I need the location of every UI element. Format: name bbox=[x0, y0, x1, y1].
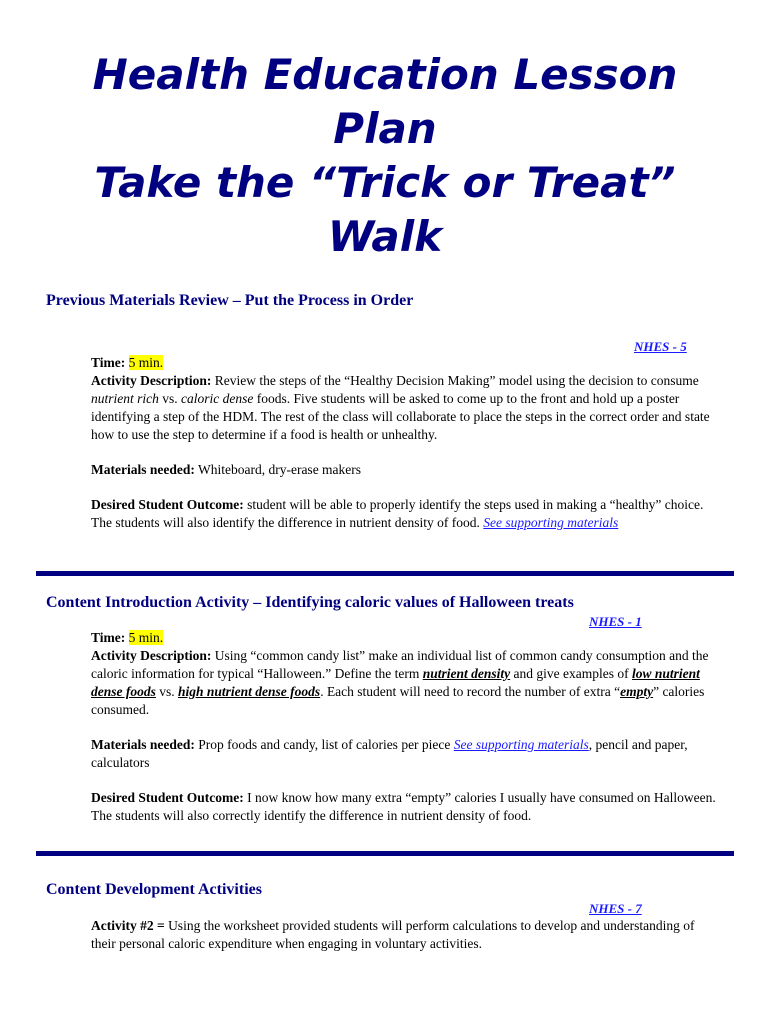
section-2-heading: Content Introduction Activity – Identifying caloric values of Halloween treats bbox=[46, 594, 574, 611]
page-title bbox=[0, 48, 770, 264]
section-2-materials: Materials needed: Prop foods and candy, list of calories per piece See supporting materials, pencil and paper, calculators bbox=[91, 737, 688, 770]
section-2-activity: Activity Description: Using “common candy list” make an individual list of common candy consumption and the caloric information for typical “Halloween.” Define the term nutrient density and give examples of low nutrient dense foods vs. high nutrient dense foods. Each student will need to record the number of extra “empty” calories consumed. bbox=[91, 648, 709, 717]
section-2-outcome: Desired Student Outcome: I now know how many extra “empty” calories I usually have consumed on Halloween. The students will also correctly identify the difference in nutrient density of food. bbox=[91, 790, 716, 823]
section-divider bbox=[36, 851, 734, 856]
term-nutrient-density: nutrient density bbox=[422, 666, 511, 681]
title-line-1: Health Education Lesson bbox=[92, 50, 678, 99]
term-empty: empty bbox=[620, 684, 654, 699]
section-divider bbox=[36, 571, 734, 576]
term-high-nutrient: high nutrient dense foods bbox=[178, 684, 321, 699]
section-2-time: Time: 5 min. bbox=[91, 630, 164, 645]
section-1-body bbox=[91, 354, 721, 532]
section-3-nhes-link[interactable]: NHES - 7 bbox=[589, 901, 642, 916]
title-line-4: Walk bbox=[327, 212, 443, 261]
title-line-3: Take the “Trick or Treat” bbox=[94, 158, 676, 207]
term-low-nutrient: low nutrient dense foods bbox=[91, 666, 700, 699]
section-1-nhes-link[interactable]: NHES - 5 bbox=[634, 339, 687, 354]
time-highlight: 5 min. bbox=[128, 355, 164, 370]
section-3-activity: Activity #2 = Using the worksheet provided students will perform calculations to develop and understanding of their personal caloric expenditure when engaging in voluntary activities. bbox=[91, 918, 695, 951]
section-1-activity: Activity Description: Review the steps of the “Healthy Decision Making” model using the decision to consume nutrient rich vs. caloric dense foods. Five students will be asked to come up to the front and hold up a poster identifying a step of the HDM. The rest of the class will collaborate to place the steps in the correct order and state how to use the step to determine if a food is health or unhealthy. bbox=[91, 373, 710, 442]
time-highlight: 5 min. bbox=[128, 630, 164, 645]
supporting-materials-link[interactable]: See supporting materials bbox=[453, 737, 589, 752]
supporting-materials-link[interactable]: See supporting materials bbox=[483, 515, 619, 530]
section-2-nhes-link[interactable]: NHES - 1 bbox=[589, 614, 642, 629]
section-3-heading: Content Development Activities bbox=[46, 881, 262, 898]
section-1-time: Time: 5 min. bbox=[91, 355, 164, 370]
title-line-2: Plan bbox=[333, 104, 437, 153]
section-1-heading: Previous Materials Review – Put the Process in Order bbox=[46, 292, 414, 309]
section-2-body bbox=[91, 629, 721, 825]
section-1-outcome: Desired Student Outcome: student will be able to properly identify the steps used in making a “healthy” choice. The students will also identify the difference in nutrient density of food. See supporting materials bbox=[91, 497, 704, 530]
section-1-materials: Materials needed: Whiteboard, dry-erase makers bbox=[91, 462, 362, 477]
section-3-body bbox=[91, 917, 721, 953]
